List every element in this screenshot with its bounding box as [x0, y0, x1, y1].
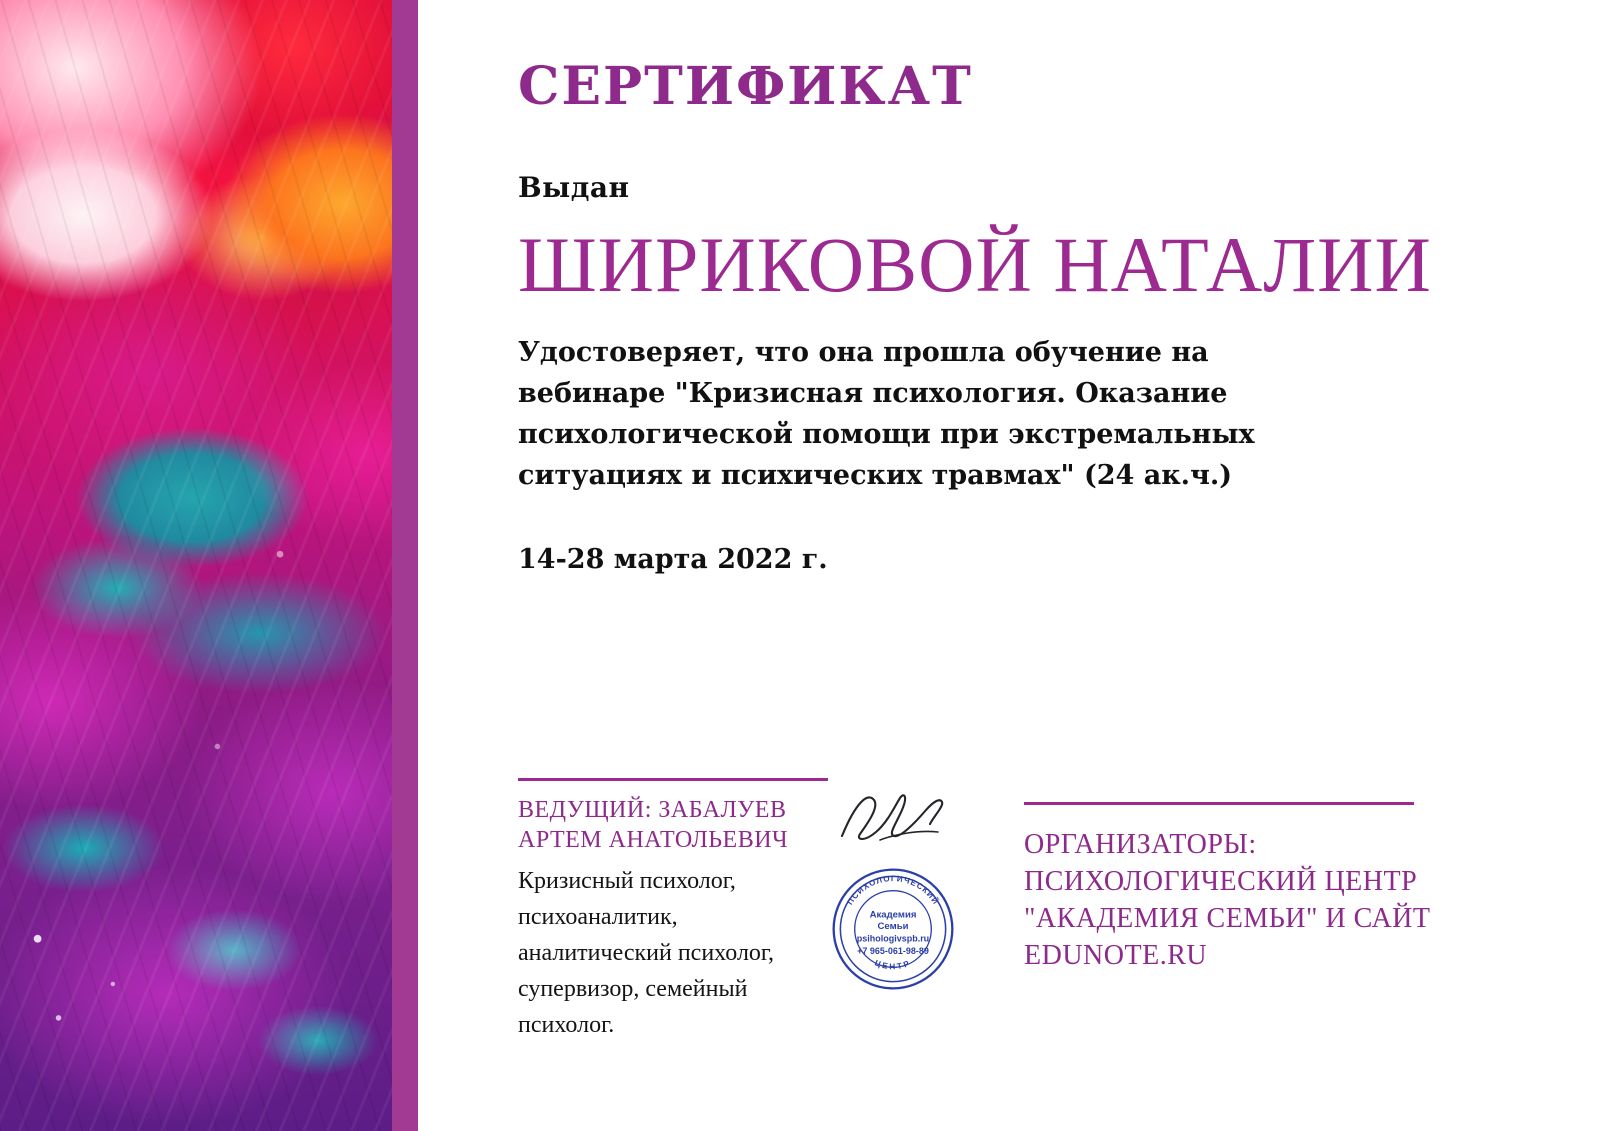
presenter-name: ВЕДУЩИЙ: ЗАБАЛУЕВ АРТЕМ АНАТОЛЬЕВИЧ [518, 797, 789, 853]
stamp-line-4: +7 965-061-98-89 [857, 945, 929, 956]
decorative-art-panel [0, 0, 418, 1131]
signature-icon [834, 784, 954, 854]
issued-to-label: Выдан [518, 170, 630, 204]
recipient-name: ШИРИКОВОЙ НАТАЛИИ [518, 220, 1432, 308]
certificate-content [418, 0, 1600, 1131]
art-panel-divider [392, 0, 418, 1131]
art-layer-cells [0, 0, 418, 1131]
presenter-block [518, 778, 828, 1043]
organizers-text: ОРГАНИЗАТОРЫ: ПСИХОЛОГИЧЕСКИЙ ЦЕНТР "АКАДЕМИЯ СЕМЬИ" И САЙТ EDUNOTE.RU [1024, 829, 1431, 971]
course-description: Удостоверяет, что она прошла обучение на вебинаре "Кризисная психология. Оказание психологической помощи при экстремальных ситуациях и психических травмах" (24 ак.ч.) [518, 337, 1255, 492]
stamp-line-2: Семьи [877, 921, 909, 932]
official-stamp-icon [826, 862, 960, 996]
stamp-line-1: Академия [869, 909, 917, 921]
presenter-description: Кризисный психолог, психоаналитик, аналитический психолог, супервизор, семейный психолог. [518, 868, 775, 1038]
page-title: СЕРТИФИКАТ [518, 56, 973, 117]
course-dates: 14-28 марта 2022 г. [518, 544, 828, 576]
stamp-ring-bottom-text: ЦЕНТР [873, 958, 913, 972]
presenter-rule [518, 778, 828, 781]
organizers-rule [1024, 802, 1414, 805]
certificate-footer [518, 778, 1510, 1043]
organizers-block [988, 778, 1510, 975]
svg-text:ЦЕНТР [873, 958, 912, 971]
stamp-ring-top-text: ПСИХОЛОГИЧЕСКИЙ [845, 874, 941, 907]
stamp-line-3: psihologivspb.ru [856, 933, 930, 944]
signature-and-stamp [828, 778, 988, 1008]
